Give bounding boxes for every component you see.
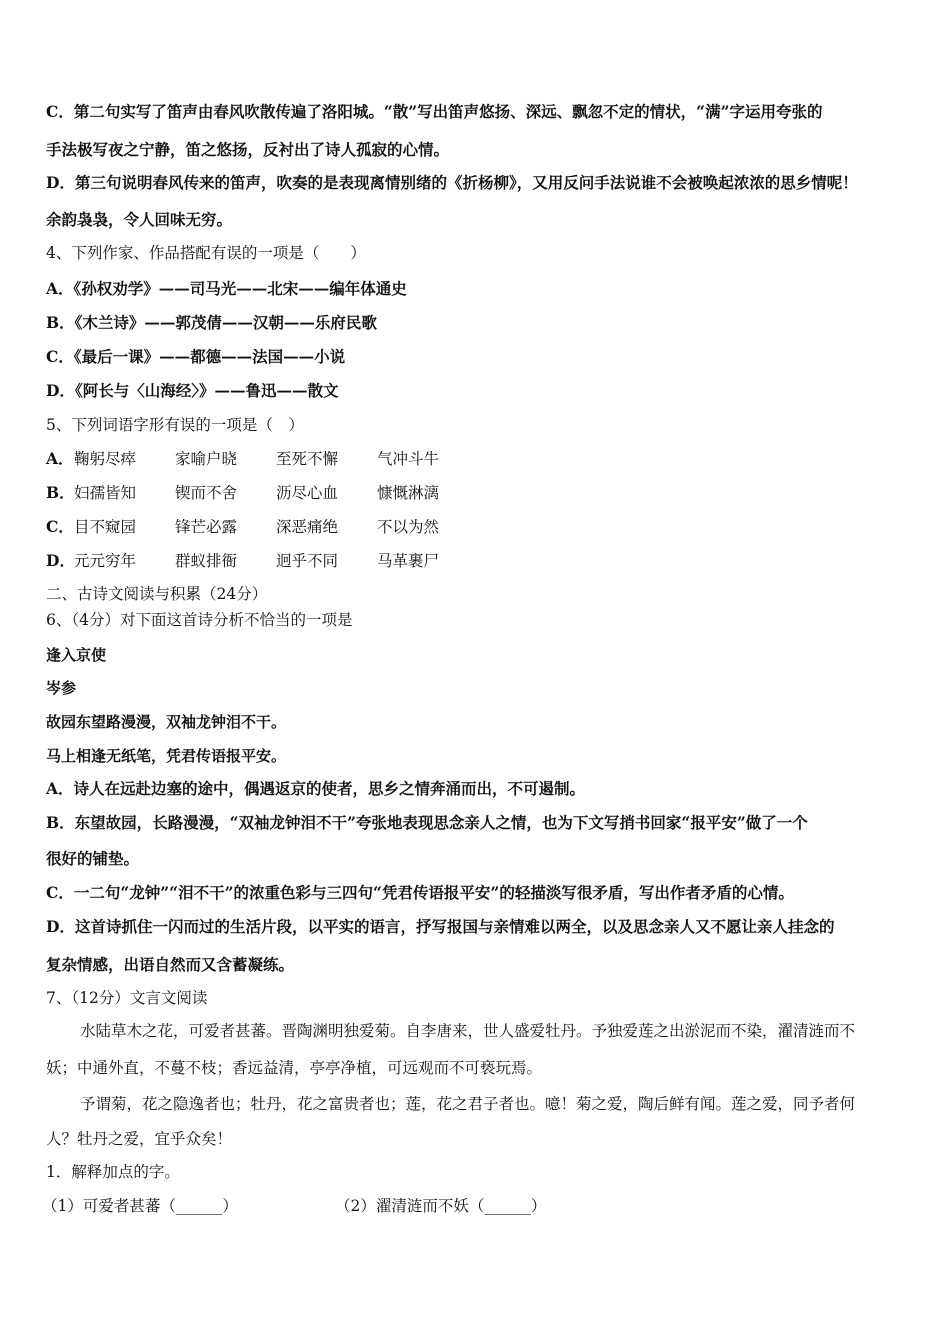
q6-option-c: C．一二句“龙钟”“泪不干”的浓重色彩与三四句“凭君传语报平安”的轻描淡写很矛盾，写出作者矛盾的心情。 [46, 883, 794, 902]
word: 锋芒必露 [175, 518, 238, 536]
q7-sub1-stem: 1．解释加点的字。 [46, 1163, 180, 1181]
passage-para2-line1: 予谓菊，花之隐逸者也；牡丹，花之富贵者也；莲，花之君子者也。噫！菊之爱，陶后鲜有闻。莲之爱，同予者何 [80, 1095, 856, 1113]
word: 沥尽心血 [276, 484, 339, 502]
poem-author: 岑参 [46, 679, 77, 697]
q6-stem: 6、（4分）对下面这首诗分析不恰当的一项是 [46, 611, 353, 629]
poem-title: 逢入京使 [46, 646, 107, 664]
q6-option-b-line2: 很好的铺垫。 [46, 849, 140, 868]
poem-line-2: 马上相逢无纸笔，凭君传语报平安。 [46, 747, 287, 765]
q4-option-d: D．《阿长与〈山海经〉》——鲁迅——散文 [46, 381, 339, 400]
word: 至死不懈 [276, 450, 339, 468]
option-label: A． [46, 449, 74, 468]
word: 不以为然 [377, 518, 440, 536]
q4-option-c: C．《最后一课》——都德——法国——小说 [46, 347, 346, 366]
passage-para2-line2: 人？牡丹之爱，宜乎众矣！ [46, 1130, 233, 1148]
word: 家喻户晓 [175, 450, 238, 468]
word: 目不窥园 [74, 518, 137, 536]
q6-option-d-line1: D．这首诗抓住一闪而过的生活片段，以平实的语言，抒写报国与亲情难以两全，以及思念亲人又不愿让亲人挂念的 [46, 917, 835, 936]
q5-option-d [46, 551, 439, 571]
word: 群蚁排衙 [175, 552, 238, 570]
q3-option-d-line2: 余韵袅袅，令人回味无穷。 [46, 210, 233, 229]
q3-option-c-line1: C．第二句实写了笛声由春风吹散传遍了洛阳城。“散”写出笛声悠扬、深远、飘忽不定的情状，“满”字运用夸张的 [46, 102, 823, 121]
option-label: C． [46, 517, 74, 536]
poem-line-1: 故园东望路漫漫，双袖龙钟泪不干。 [46, 713, 287, 731]
passage-para1-line2: 妖；中通外直，不蔓不枝；香远益清，亭亭净植，可远观而不可亵玩焉。 [46, 1059, 543, 1077]
word: 锲而不舍 [175, 484, 238, 502]
option-label: D． [46, 551, 75, 570]
word: 马革裹尸 [377, 552, 440, 570]
q3-option-d-line1: D．第三句说明春风传来的笛声，吹奏的是表现离情别绪的《折杨柳》，又用反问手法说谁不会被唤起浓浓的思乡情呢！ [46, 173, 858, 192]
passage-para1-line1: 水陆草木之花，可爱者甚蕃。晋陶渊明独爱菊。自李唐来，世人盛爱牡丹。予独爱莲之出淤泥而不染，濯清涟而不 [80, 1022, 856, 1040]
q6-option-d-line2: 复杂情感，出语自然而又含蓄凝练。 [46, 955, 295, 974]
q5-option-a [46, 449, 439, 469]
word: 妇孺皆知 [74, 484, 137, 502]
word: 迥乎不同 [276, 552, 339, 570]
q4-option-b: B．《木兰诗》——郭茂倩——汉朝——乐府民歌 [46, 313, 377, 332]
word: 慷慨淋漓 [377, 484, 440, 502]
q5-option-b [46, 483, 439, 503]
q5-stem: 5、下列词语字形有误的一项是（ ） [46, 416, 304, 434]
q4-option-a: A．《孙权劝学》——司马光——北宋——编年体通史 [46, 279, 407, 298]
section-2-heading: 二、古诗文阅读与积累（24分） [46, 585, 268, 603]
option-label: B． [46, 483, 75, 502]
q7-stem: 7、（12分）文言文阅读 [46, 989, 208, 1007]
word: 元元穷年 [74, 552, 137, 570]
q4-stem: 4、下列作家、作品搭配有误的一项是（ ） [46, 244, 366, 262]
q7-sub1-items [42, 1196, 742, 1216]
sub1-item-1: （1）可爱者甚蕃（______） [42, 1197, 238, 1215]
q6-option-a: A．诗人在远赴边塞的途中，偶遇返京的使者，思乡之情奔涌而出，不可遏制。 [46, 779, 586, 798]
sub1-item-2: （2）濯清涟而不妖（______） [335, 1197, 547, 1215]
q6-option-b-line1: B．东望故园，长路漫漫，“双袖龙钟泪不干”夸张地表现思念亲人之情，也为下文写捎书回家“报平安”做了一个 [46, 813, 808, 832]
word: 气冲斗牛 [377, 450, 440, 468]
q5-option-c [46, 517, 439, 537]
word: 深恶痛绝 [276, 518, 339, 536]
q3-option-c-line2: 手法极写夜之宁静，笛之悠扬，反衬出了诗人孤寂的心情。 [46, 140, 450, 159]
word: 鞠躬尽瘁 [74, 450, 137, 468]
